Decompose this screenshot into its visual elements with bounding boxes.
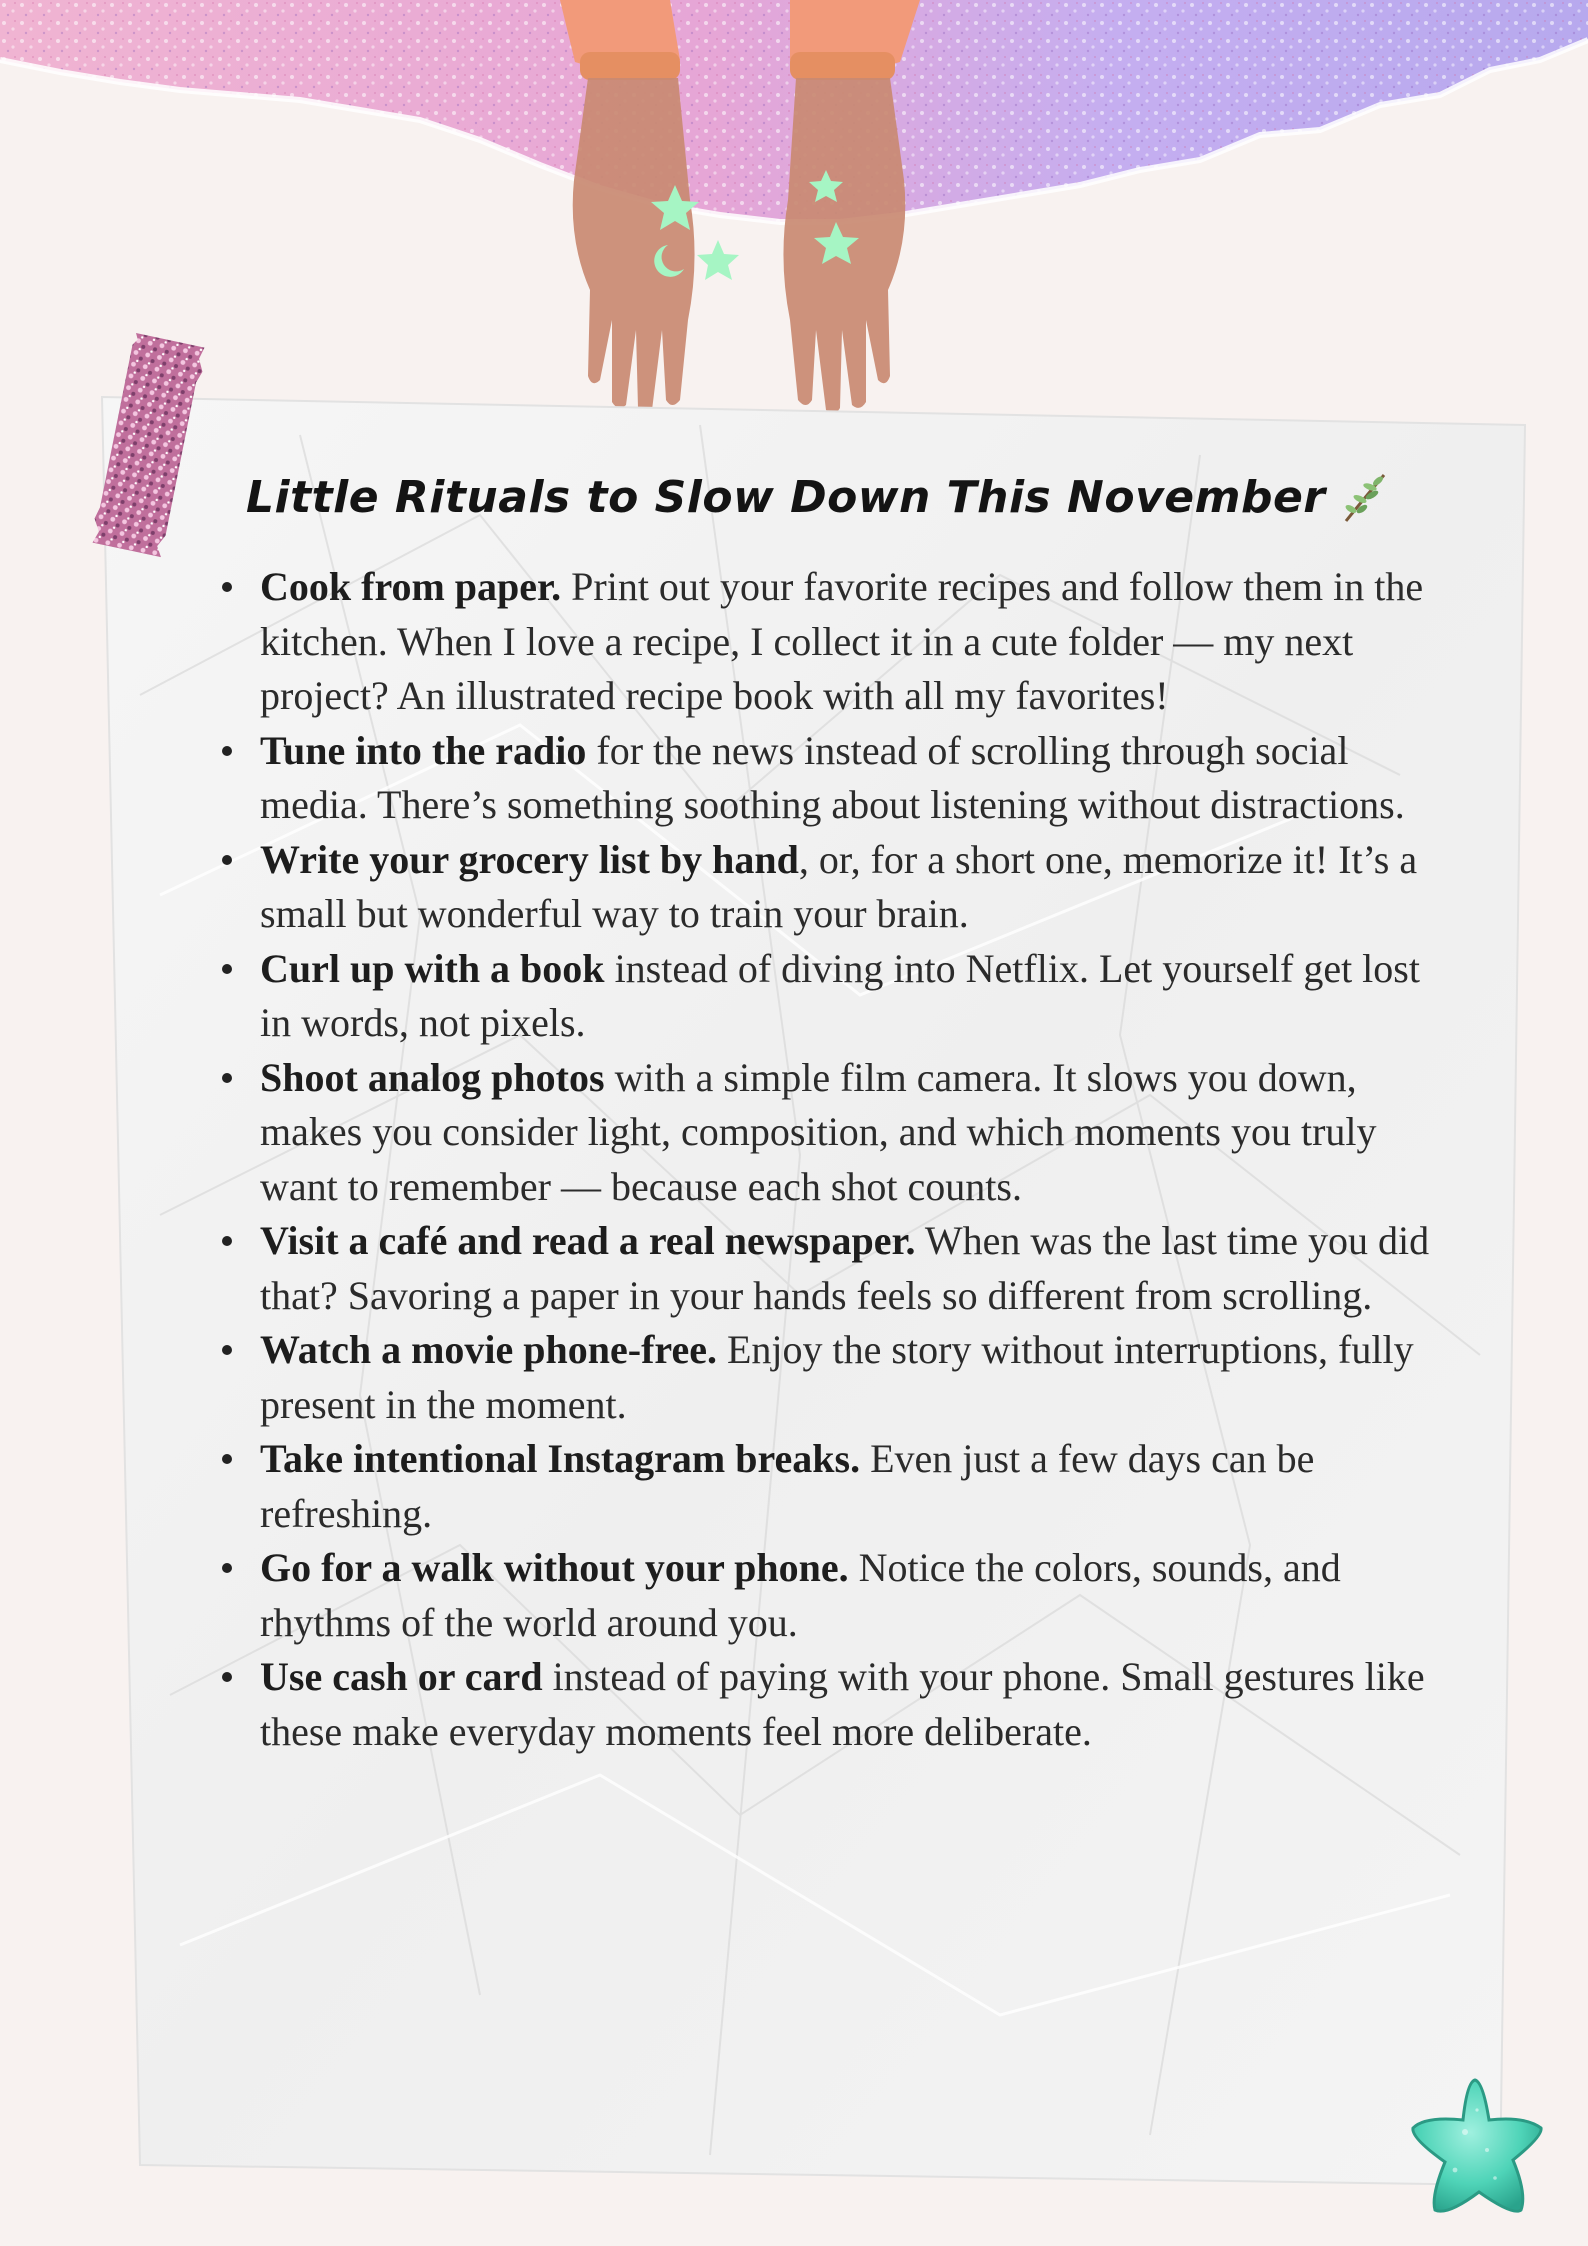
ritual-lead: Tune into the radio [260, 727, 587, 773]
glitter-washi-tape [78, 330, 218, 560]
rituals-list [212, 560, 1442, 1759]
bullet-dot [222, 964, 232, 974]
bullet-dot [222, 1672, 232, 1682]
bullet-dot [222, 582, 232, 592]
ritual-text: Print out your favorite recipes and follow them in the kitchen. When I love a recipe, I collect it in a cute folder — my next project? An illustrated recipe book with all my favorites! [260, 564, 1424, 718]
ritual-text: Notice the colors, sounds, and rhythms of the world around you. [260, 1545, 1341, 1645]
hands-illustration [540, 0, 980, 420]
bullet-dot [222, 1236, 232, 1246]
ritual-text: instead of diving into Netflix. Let yourself get lost in words, not pixels. [260, 945, 1420, 1045]
ritual-text: Enjoy the story without interruptions, fully present in the moment. [260, 1327, 1414, 1427]
list-item [212, 942, 1442, 1051]
list-item [212, 833, 1442, 942]
list-item [212, 724, 1442, 833]
bullet-dot [222, 746, 232, 756]
ritual-text: instead of paying with your phone. Small gestures like these make everyday moments feel more deliberate. [260, 1654, 1425, 1754]
ritual-lead: Visit a café and read a real newspaper. [260, 1218, 916, 1263]
bullet-dot [222, 1454, 232, 1464]
star-icon [1395, 2070, 1555, 2230]
bullet-dot [222, 1345, 232, 1355]
ritual-lead: Shoot analog photos [260, 1054, 605, 1100]
ritual-lead: Cook from paper. [260, 564, 562, 609]
list-item [212, 1541, 1442, 1650]
ritual-text: , or, for a short one, memorize it! It’s a small but wonderful way to train your brain. [260, 836, 1418, 936]
bullet-dot [222, 1073, 232, 1083]
bullet-dot [222, 1563, 232, 1573]
page-title: Little Rituals to Slow Down This November [246, 471, 1326, 523]
ritual-lead: Use cash or card [260, 1654, 543, 1699]
ritual-lead: Take intentional Instagram breaks. [260, 1436, 861, 1481]
list-item [212, 1432, 1442, 1541]
sprig-icon [1338, 469, 1390, 525]
ritual-text: with a simple film camera. It slows you down, makes you consider light, composition, and which moments you truly want to remember — because each shot counts. [260, 1054, 1377, 1209]
ritual-lead: Go for a walk without your phone. [260, 1545, 849, 1590]
ritual-text: When was the last time you did that? Savoring a paper in your hands feels so different from scrolling. [260, 1218, 1430, 1318]
ritual-text: for the news instead of scrolling through social media. There’s something soothing about listening without distractions. [260, 727, 1405, 827]
list-item [212, 1051, 1442, 1215]
title-row [246, 462, 1346, 532]
list-item [212, 1650, 1442, 1759]
list-item [212, 560, 1442, 724]
bullet-dot [222, 855, 232, 865]
ritual-lead: Write your grocery list by hand [260, 836, 799, 882]
ritual-text: Even just a few days can be refreshing. [260, 1436, 1315, 1536]
ritual-lead: Curl up with a book [260, 945, 605, 991]
list-item [212, 1214, 1442, 1323]
ritual-lead: Watch a movie phone-free. [260, 1327, 717, 1372]
list-item [212, 1323, 1442, 1432]
